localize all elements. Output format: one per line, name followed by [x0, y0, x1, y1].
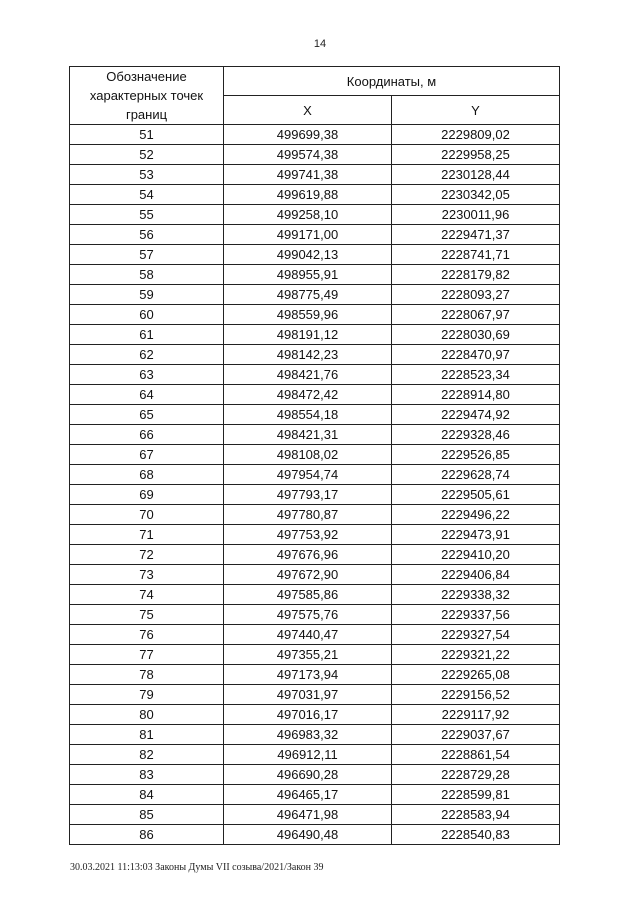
- table-row: [70, 645, 560, 665]
- table-row: [70, 565, 560, 585]
- point-number-cell: 79: [70, 685, 224, 705]
- point-number-cell: 60: [70, 305, 224, 325]
- y-coordinate-cell: 2229473,91: [392, 525, 560, 545]
- table-row: [70, 785, 560, 805]
- x-coordinate-cell: 499699,38: [224, 125, 392, 145]
- x-coordinate-cell: 497780,87: [224, 505, 392, 525]
- point-number-cell: 86: [70, 825, 224, 845]
- table-row: [70, 445, 560, 465]
- y-coordinate-cell: 2229037,67: [392, 725, 560, 745]
- x-coordinate-cell: 497585,86: [224, 585, 392, 605]
- table-row: [70, 145, 560, 165]
- point-number-cell: 59: [70, 285, 224, 305]
- point-number-cell: 54: [70, 185, 224, 205]
- y-coordinate-cell: 2228523,34: [392, 365, 560, 385]
- table-row: [70, 305, 560, 325]
- table-row: [70, 205, 560, 225]
- y-coordinate-cell: 2228741,71: [392, 245, 560, 265]
- y-coordinate-cell: 2228067,97: [392, 305, 560, 325]
- point-number-cell: 58: [70, 265, 224, 285]
- y-coordinate-cell: 2229628,74: [392, 465, 560, 485]
- x-coordinate-cell: 497676,96: [224, 545, 392, 565]
- table-row: [70, 665, 560, 685]
- point-number-cell: 51: [70, 125, 224, 145]
- y-coordinate-cell: 2229809,02: [392, 125, 560, 145]
- y-coordinate-cell: 2228583,94: [392, 805, 560, 825]
- x-coordinate-cell: 498421,76: [224, 365, 392, 385]
- y-coordinate-cell: 2229321,22: [392, 645, 560, 665]
- y-coordinate-cell: 2228599,81: [392, 785, 560, 805]
- table-row: [70, 705, 560, 725]
- point-number-cell: 74: [70, 585, 224, 605]
- y-coordinate-cell: 2229156,52: [392, 685, 560, 705]
- point-number-cell: 71: [70, 525, 224, 545]
- point-number-cell: 81: [70, 725, 224, 745]
- table-row: [70, 545, 560, 565]
- x-coordinate-cell: 498108,02: [224, 445, 392, 465]
- table-row: [70, 245, 560, 265]
- y-coordinate-cell: 2229406,84: [392, 565, 560, 585]
- table-row: [70, 325, 560, 345]
- table-row: [70, 505, 560, 525]
- point-number-cell: 62: [70, 345, 224, 365]
- point-number-cell: 57: [70, 245, 224, 265]
- table-row: [70, 405, 560, 425]
- x-coordinate-cell: 498421,31: [224, 425, 392, 445]
- y-coordinate-cell: 2230342,05: [392, 185, 560, 205]
- x-coordinate-cell: 499741,38: [224, 165, 392, 185]
- point-number-cell: 53: [70, 165, 224, 185]
- x-coordinate-cell: 496912,11: [224, 745, 392, 765]
- x-coordinate-cell: 499258,10: [224, 205, 392, 225]
- y-coordinate-cell: 2229337,56: [392, 605, 560, 625]
- footer-stamp: 30.03.2021 11:13:03 Законы Думы VII созыва/2021/Закон 39: [70, 862, 324, 873]
- table-row: [70, 725, 560, 745]
- y-coordinate-cell: 2229327,54: [392, 625, 560, 645]
- table-row: [70, 685, 560, 705]
- y-coordinate-cell: 2228861,54: [392, 745, 560, 765]
- x-coordinate-cell: 498472,42: [224, 385, 392, 405]
- point-number-cell: 78: [70, 665, 224, 685]
- x-coordinate-cell: 496983,32: [224, 725, 392, 745]
- y-coordinate-cell: 2229117,92: [392, 705, 560, 725]
- x-column-header: X: [224, 96, 392, 125]
- coordinates-table: [69, 66, 560, 845]
- point-number-cell: 85: [70, 805, 224, 825]
- point-number-cell: 52: [70, 145, 224, 165]
- table-row: [70, 345, 560, 365]
- point-number-cell: 83: [70, 765, 224, 785]
- y-coordinate-cell: 2228914,80: [392, 385, 560, 405]
- point-number-cell: 84: [70, 785, 224, 805]
- table-row: [70, 285, 560, 305]
- table-body: [70, 125, 560, 845]
- point-number-cell: 63: [70, 365, 224, 385]
- x-coordinate-cell: 496690,28: [224, 765, 392, 785]
- point-number-cell: 64: [70, 385, 224, 405]
- x-coordinate-cell: 497355,21: [224, 645, 392, 665]
- table-row: [70, 265, 560, 285]
- designation-header: Обозначение характерных точек границ: [70, 67, 224, 125]
- y-coordinate-cell: 2228470,97: [392, 345, 560, 365]
- table-row: [70, 765, 560, 785]
- y-coordinate-cell: 2229338,32: [392, 585, 560, 605]
- table-row: [70, 165, 560, 185]
- x-coordinate-cell: 498955,91: [224, 265, 392, 285]
- x-coordinate-cell: 498554,18: [224, 405, 392, 425]
- y-coordinate-cell: 2230128,44: [392, 165, 560, 185]
- table-row: [70, 805, 560, 825]
- table-row: [70, 625, 560, 645]
- point-number-cell: 80: [70, 705, 224, 725]
- table-row: [70, 425, 560, 445]
- y-coordinate-cell: 2229958,25: [392, 145, 560, 165]
- point-number-cell: 66: [70, 425, 224, 445]
- point-number-cell: 55: [70, 205, 224, 225]
- table-row: [70, 185, 560, 205]
- table-row: [70, 385, 560, 405]
- point-number-cell: 77: [70, 645, 224, 665]
- table-row: [70, 365, 560, 385]
- table-row: [70, 605, 560, 625]
- x-coordinate-cell: 497753,92: [224, 525, 392, 545]
- x-coordinate-cell: 498775,49: [224, 285, 392, 305]
- point-number-cell: 82: [70, 745, 224, 765]
- x-coordinate-cell: 498191,12: [224, 325, 392, 345]
- x-coordinate-cell: 497173,94: [224, 665, 392, 685]
- x-coordinate-cell: 497575,76: [224, 605, 392, 625]
- y-column-header: Y: [392, 96, 560, 125]
- y-coordinate-cell: 2228729,28: [392, 765, 560, 785]
- y-coordinate-cell: 2229265,08: [392, 665, 560, 685]
- x-coordinate-cell: 496471,98: [224, 805, 392, 825]
- page-number: 14: [313, 38, 327, 50]
- x-coordinate-cell: 497016,17: [224, 705, 392, 725]
- y-coordinate-cell: 2228093,27: [392, 285, 560, 305]
- y-coordinate-cell: 2229471,37: [392, 225, 560, 245]
- x-coordinate-cell: 498559,96: [224, 305, 392, 325]
- table-row: [70, 745, 560, 765]
- x-coordinate-cell: 499574,38: [224, 145, 392, 165]
- table-header: [70, 67, 560, 125]
- x-coordinate-cell: 498142,23: [224, 345, 392, 365]
- table-row: [70, 125, 560, 145]
- x-coordinate-cell: 497672,90: [224, 565, 392, 585]
- table-row: [70, 825, 560, 845]
- x-coordinate-cell: 497031,97: [224, 685, 392, 705]
- point-number-cell: 76: [70, 625, 224, 645]
- y-coordinate-cell: 2228540,83: [392, 825, 560, 845]
- y-coordinate-cell: 2228030,69: [392, 325, 560, 345]
- point-number-cell: 68: [70, 465, 224, 485]
- y-coordinate-cell: 2229474,92: [392, 405, 560, 425]
- point-number-cell: 56: [70, 225, 224, 245]
- x-coordinate-cell: 496490,48: [224, 825, 392, 845]
- y-coordinate-cell: 2228179,82: [392, 265, 560, 285]
- point-number-cell: 75: [70, 605, 224, 625]
- y-coordinate-cell: 2230011,96: [392, 205, 560, 225]
- x-coordinate-cell: 497793,17: [224, 485, 392, 505]
- point-number-cell: 69: [70, 485, 224, 505]
- x-coordinate-cell: 496465,17: [224, 785, 392, 805]
- point-number-cell: 67: [70, 445, 224, 465]
- y-coordinate-cell: 2229526,85: [392, 445, 560, 465]
- x-coordinate-cell: 497440,47: [224, 625, 392, 645]
- y-coordinate-cell: 2229505,61: [392, 485, 560, 505]
- point-number-cell: 73: [70, 565, 224, 585]
- x-coordinate-cell: 499042,13: [224, 245, 392, 265]
- table-row: [70, 585, 560, 605]
- table-row: [70, 465, 560, 485]
- x-coordinate-cell: 497954,74: [224, 465, 392, 485]
- x-coordinate-cell: 499171,00: [224, 225, 392, 245]
- table-row: [70, 525, 560, 545]
- table-row: [70, 225, 560, 245]
- x-coordinate-cell: 499619,88: [224, 185, 392, 205]
- point-number-cell: 72: [70, 545, 224, 565]
- point-number-cell: 70: [70, 505, 224, 525]
- table-row: [70, 485, 560, 505]
- coordinates-header: Координаты, м: [224, 67, 560, 96]
- point-number-cell: 65: [70, 405, 224, 425]
- y-coordinate-cell: 2229496,22: [392, 505, 560, 525]
- y-coordinate-cell: 2229410,20: [392, 545, 560, 565]
- point-number-cell: 61: [70, 325, 224, 345]
- y-coordinate-cell: 2229328,46: [392, 425, 560, 445]
